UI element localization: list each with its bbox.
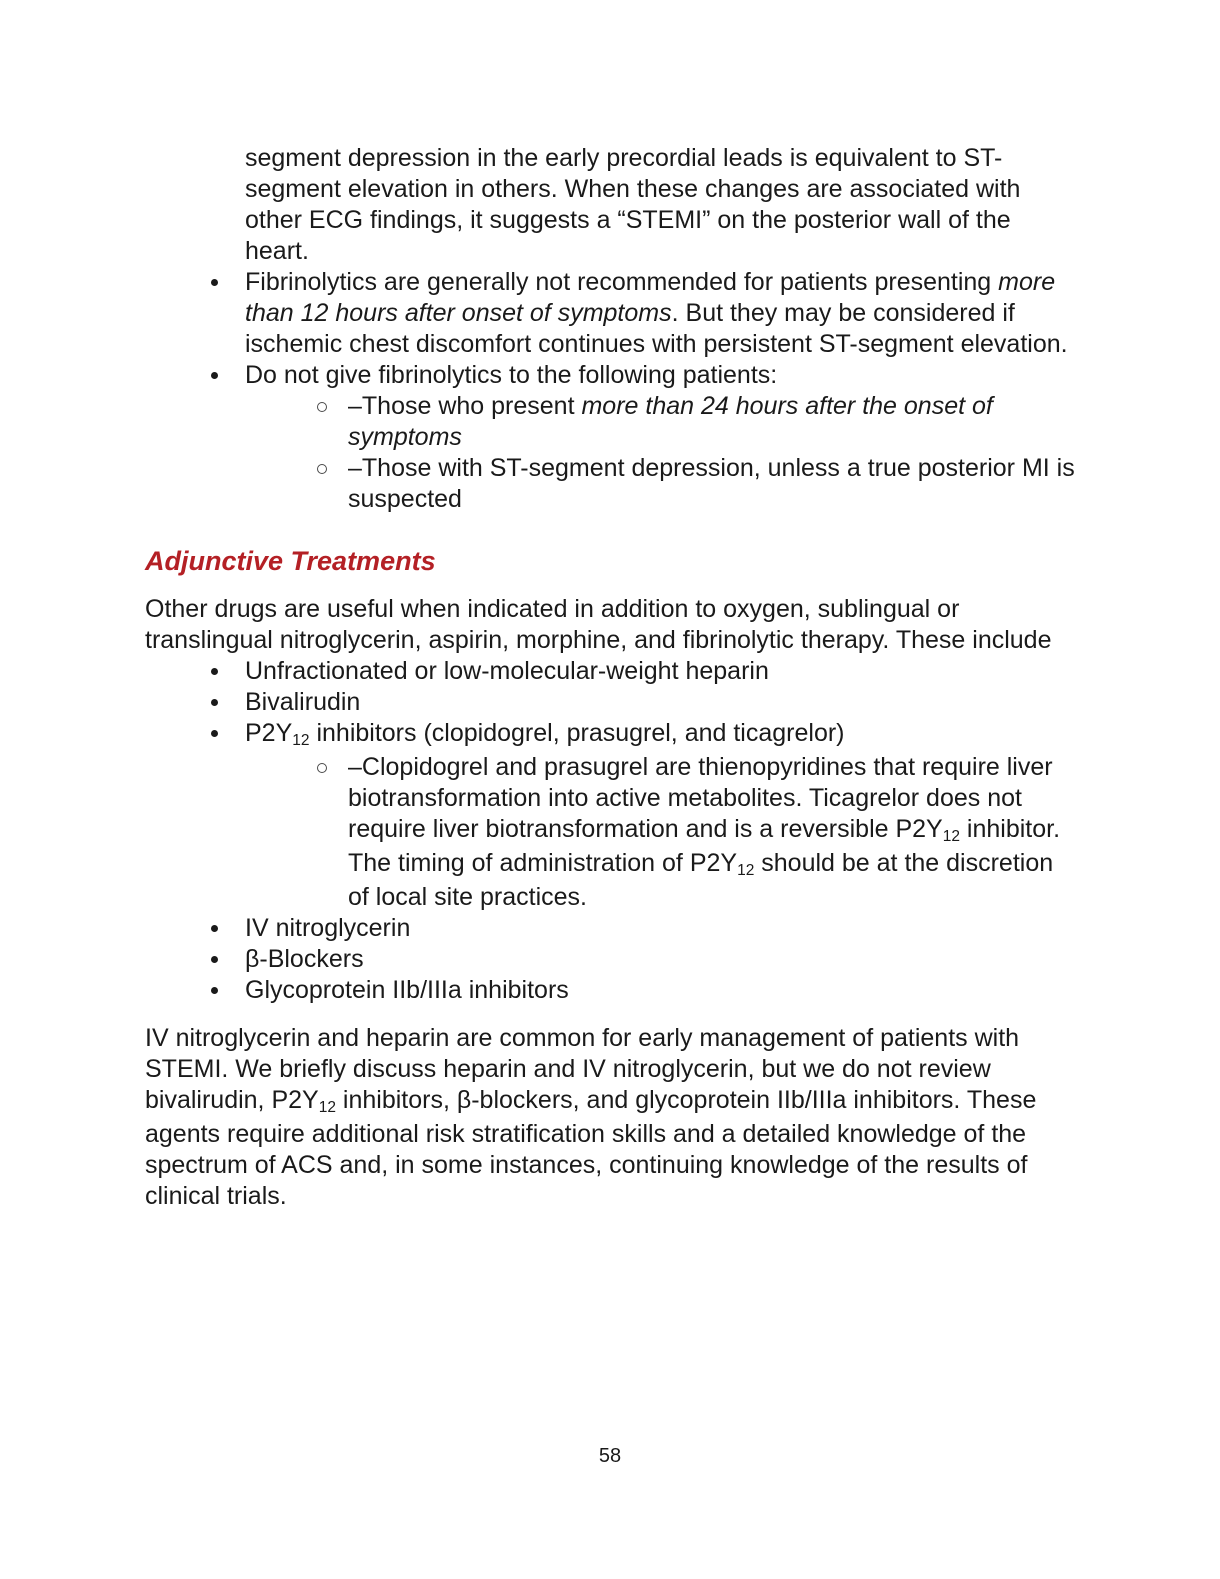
paragraph-continuation: segment depression in the early precordial leads is equivalent to ST-segment elevation in others. When these changes are associated with other ECG findings, it suggests a “STEMI” on the posterior wall of the heart. xyxy=(245,144,1021,265)
list-item-text: Glycoprotein IIb/IIIa inhibitors xyxy=(245,976,569,1004)
section-heading: Adjunctive Treatments xyxy=(145,546,436,576)
page-content xyxy=(145,143,1077,1212)
bullet-marker-column xyxy=(145,944,245,963)
bullet-marker-column xyxy=(145,391,348,412)
list-item-beta-blockers xyxy=(145,944,1077,975)
sub-list-item-24-hours xyxy=(145,391,1077,453)
bullet-marker-column xyxy=(145,656,245,675)
list-item-heparin xyxy=(145,656,1077,687)
list-item-text: Unfractionated or low-molecular-weight heparin xyxy=(245,657,769,685)
list-item-text: –Those who present more than 24 hours after the onset of symptoms xyxy=(348,392,993,451)
bullet-marker-column xyxy=(145,752,348,773)
list-item-p2y12 xyxy=(145,718,1077,752)
bullet-icon xyxy=(211,730,218,737)
paragraph-intro: Other drugs are useful when indicated in addition to oxygen, sublingual or translingual nitroglycerin, aspirin, morphine, and fibrinolytic therapy. These include xyxy=(145,595,1052,654)
bullet-marker-column xyxy=(145,718,245,737)
circle-bullet-icon xyxy=(317,464,327,474)
list-item-text: Fibrinolytics are generally not recommended for patients presenting more than 12 hours after onset of symptoms. But they may be considered if ischemic chest discomfort continues with persistent ST-segment elevation. xyxy=(245,268,1068,358)
list-item-text: β-Blockers xyxy=(245,945,364,973)
list-item-text: IV nitroglycerin xyxy=(245,914,411,942)
bullet-marker-column xyxy=(145,453,348,474)
paragraph-closing: IV nitroglycerin and heparin are common for early management of patients with STEMI. We briefly discuss heparin and IV nitroglycerin, but we do not review bivalirudin, P2Y12 inhibitors, β-blockers, and glycoprotein IIb/IIIa inhibitors. These agents require additional risk stratification skills and a detailed knowledge of the spectrum of ACS and, in some instances, continuing knowledge of the results of clinical trials. xyxy=(145,1024,1037,1210)
bullet-marker-column xyxy=(145,913,245,932)
bullet-marker-column xyxy=(145,360,245,379)
sub-list-item-p2y12-note xyxy=(145,752,1077,913)
list-item-glycoprotein xyxy=(145,975,1077,1006)
sub-list-item-st-depression xyxy=(145,453,1077,515)
list-item-iv-nitroglycerin xyxy=(145,913,1077,944)
bullet-icon xyxy=(211,668,218,675)
bullet-marker-column xyxy=(145,267,245,286)
bullet-marker-column xyxy=(145,975,245,994)
list-item-do-not-give xyxy=(145,360,1077,391)
bullet-icon xyxy=(211,925,218,932)
list-item-text: –Those with ST-segment depression, unless a true posterior MI is suspected xyxy=(348,454,1075,513)
circle-bullet-icon xyxy=(317,763,327,773)
list-item-bivalirudin xyxy=(145,687,1077,718)
list-item-text: Bivalirudin xyxy=(245,688,361,716)
bullet-icon xyxy=(211,372,218,379)
bullet-icon xyxy=(211,987,218,994)
circle-bullet-icon xyxy=(317,402,327,412)
list-item-text: –Clopidogrel and prasugrel are thienopyridines that require liver biotransformation into active metabolites. Ticagrelor does not require liver biotransformation and is a reversible P2Y12 inhibitor. The timing of administration of P2Y12 should be at the discretion of local site practices. xyxy=(348,753,1061,911)
list-item-text: Do not give fibrinolytics to the following patients: xyxy=(245,361,778,389)
list-item-text: P2Y12 inhibitors (clopidogrel, prasugrel, and ticagrelor) xyxy=(245,719,845,750)
list-item-fibrinolytics xyxy=(145,267,1077,360)
bullet-icon xyxy=(211,956,218,963)
bullet-icon xyxy=(211,699,218,706)
page-number: 58 xyxy=(598,1445,622,1467)
bullet-marker-column xyxy=(145,687,245,706)
bullet-icon xyxy=(211,279,218,286)
